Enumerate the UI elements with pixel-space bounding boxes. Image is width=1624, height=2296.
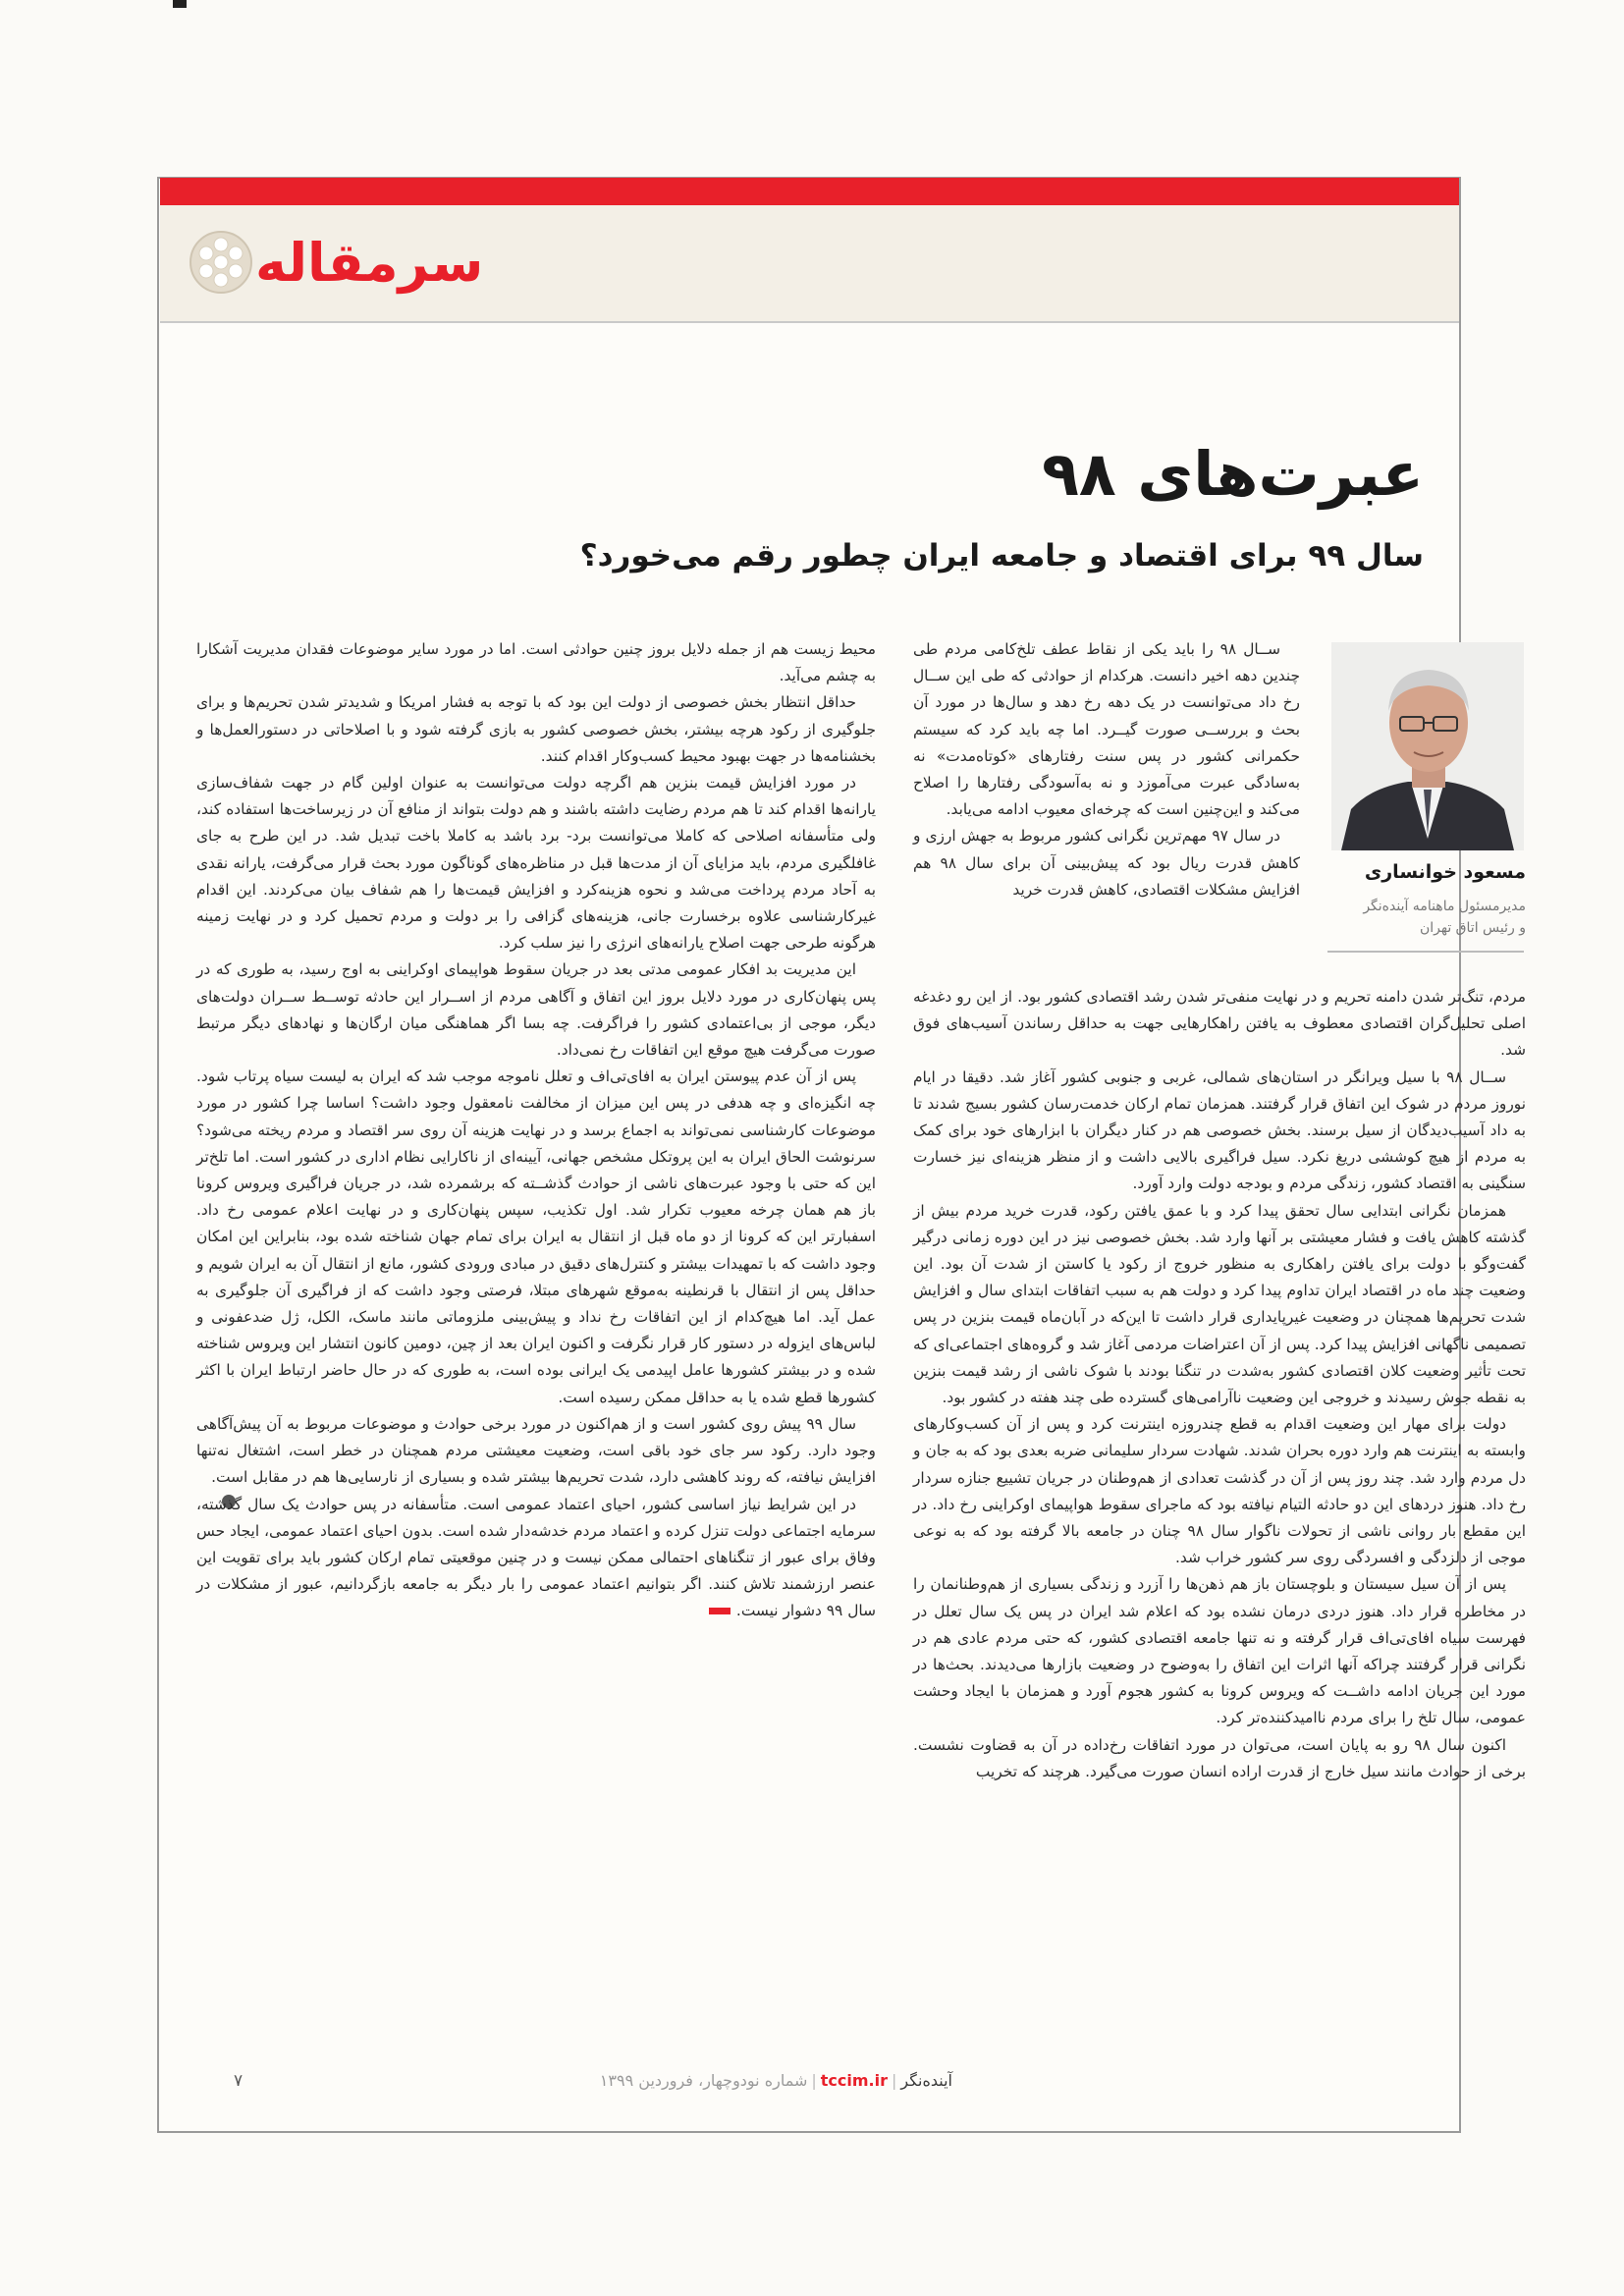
header-accent-bar <box>160 178 1459 205</box>
author-portrait-icon <box>1331 642 1524 850</box>
body-column-right-bottom <box>913 984 1526 1785</box>
article-headline: عبرت‌های ۹۸ <box>1042 438 1424 510</box>
paragraph: پس از آن سیل سیستان و بلوچستان باز هم ذهن‌ها را آزرد و زندگی بسیاری از هم‌وطنانمان را در مخاطره قرار داد. هنوز دردی درمان نشده بود که اعلام شد ایران در پس یک سال تعلل در فهرست سیاه افای‌تی‌اف قرار گرفته و نه تنها جامعه اقتصادی کشور، که حتی مردم عادی هم در نگرانی قرار گرفتند چراکه آنها اثرات این اتفاق را به‌وضوح در وضعیت بازارها می‌دیدند. بحث‌ها در مورد این جریان ادامه داشــت که ویروس کرونا به کشور هجوم آورد و همزمان با ایجاد وحشت عمومی، سال تلخ را برای مردم ناامیدکننده‌تر کرد. <box>913 1575 1526 1727</box>
author-divider <box>1327 951 1524 953</box>
chamber-seal-icon <box>189 230 253 295</box>
print-mark <box>173 0 187 8</box>
footer-separator: | <box>811 2071 817 2090</box>
paragraph: در مورد افزایش قیمت بنزین هم اگرچه دولت می‌توانست به عنوان اولین گام در جهت شفاف‌سازی یارانه‌ها اقدام کند تا هم مردم رضایت داشته باشند و هم دولت بتواند از منافع آن در زیرساخت‌ها استفاده کند، ولی متأسفانه اصلاحی که کاملا می‌توانست برد- برد باشد به کاملا باخت تبدیل شد. در این طرح به جای غافلگیری مردم، باید مزایای آن از مدت‌ها قبل در مناظره‌های گوناگون مورد بحث قرار می‌گرفت، یارانه نقدی به آحاد مردم پرداخت می‌شد و نحوه هزینه‌کرد و افزایش قیمت‌ها را هم شفاف بیان می‌کردند. این اقدام غیرکارشناسی علاوه برخسارت جانی، هزینه‌های گزافی را بر دولت و مردم تحمیل کرد و در نهایت زمینه هرگونه طرحی جهت اصلاح یارانه‌های انرژی را نیز سلب کرد. <box>196 774 876 953</box>
paragraph: محیط زیست هم از جمله دلایل بروز چنین حوادثی است. اما در مورد سایر موضوعات فقدان مدیریت آشکارا به چشم می‌آید. <box>196 640 876 685</box>
page-number: ۷ <box>234 2071 244 2091</box>
author-role-line: مدیرمسئول ماهنامه آینده‌نگر <box>1363 899 1526 914</box>
paragraph: در سال ۹۷ مهم‌ترین نگرانی کشور مربوط به جهش ارزی و کاهش قدرت ریال بود که پیش‌بینی آن برای سال ۹۸ هم افزایش مشکلات اقتصادی، کاهش قدرت خرید <box>913 827 1300 899</box>
author-role <box>1327 896 1526 951</box>
article-subheadline: سال ۹۹ برای اقتصاد و جامعه ایران چطور رقم می‌خورد؟ <box>579 538 1424 574</box>
paragraph: ســال ۹۸ با سیل ویرانگر در استان‌های شمالی، غربی و جنوبی کشور آغاز شد. دقیقا در ایام نوروز مردم در شوک این اتفاق قرار گرفتند. همزمان تمام ارکان خدمت‌رسان کشور بسیج شدند تا به داد آسیب‌دیدگان از سیل برسند. بخش خصوصی هم در کنار دیگران با ابزارهای خود برای کمک به مردم از هیچ کوششی دریغ نکرد. سیل فراگیری بالایی داشت و از منظر هزینه‌ای نیز خسارت سنگینی به اقتصاد کشور، زندگی مردم و بودجه دولت وارد آورد. <box>913 1067 1526 1193</box>
paragraph: مردم، تنگ‌تر شدن دامنه تحریم و در نهایت منفی‌تر شدن رشد اقتصادی کشور بود. از این رو دغدغه اصلی تحلیل‌گران اقتصادی معطوف به یافتن راهکارهایی جهت به حداقل رساندن آسیب‌های فوق شد. <box>913 988 1526 1060</box>
footer-issue: شماره نودوچهار، فروردین ۱۳۹۹ <box>599 2071 808 2090</box>
paragraph: سال ۹۹ پیش روی کشور است و از هم‌اکنون در مورد برخی حوادث و موضوعات مربوط به آن پیش‌آگاهی وجود دارد. رکود سر جای خود باقی است، وضعیت معیشتی مردم همچنان در خطر است، اشتغال نه‌تنها افزایش نیافته، که روند کاهشی دارد، شدت تحریم‌ها بیشتر شده و بسیاری از نارسایی‌ها هم در مقابل است. <box>196 1414 876 1487</box>
header-divider <box>160 321 1459 323</box>
paragraph: اکنون سال ۹۸ رو به پایان است، می‌توان در مورد اتفاقات رخ‌داده در آن به قضاوت نشست. برخی از حوادث مانند سیل خارج از قدرت اراده انسان صورت می‌گیرد. هرچند که تخریب <box>913 1735 1526 1780</box>
author-name: مسعود خوانساری <box>1364 861 1526 883</box>
paragraph: ســال ۹۸ را باید یکی از نقاط عطف تلخ‌کامی مردم طی چندین دهه اخیر دانست. هرکدام از حوادثی که طی این ســال رخ داد می‌توانست در یک دهه رخ دهد و سال‌ها در مورد آن بحث و بررســی صورت گیــرد. اما چه باید کرد که سیستم حکمرانی کشور در پس سنت رفتارهای «کوتاه‌مدت» نه به‌سادگی عبرت می‌آموزد و نه به‌آسودگی رفتارها را اصلاح می‌کند و این‌چنین است که چرخه‌ای معیوب ادامه می‌یابد. <box>913 640 1300 819</box>
footer-separator: | <box>891 2071 897 2090</box>
author-photo <box>1331 642 1524 850</box>
paragraph: حداقل انتظار بخش خصوصی از دولت این بود که با توجه به فشار امریکا و شدیدتر شدن تحریم‌ها و برای جلوگیری از رکود هرچه بیشتر، بخش خصوصی کشور به بازی گرفته شود و با اصلاحاتی در دستورالعمل‌ها و بخشنامه‌ها در جهت بهبود محیط کسب‌وکار اقدام کنند. <box>196 693 876 765</box>
paragraph: همزمان نگرانی ابتدایی سال تحقق پیدا کرد و با عمق یافتن رکود، قدرت خرید مردم بیش از گذشته کاهش یافت و فشار معیشتی بر آنها وارد شد. بخش خصوصی نیز در این دوره زمانی درگیر گفت‌وگو با دولت برای یافتن راهکاری به منظور خروج از رکود یا کاستن از شدت آن بود. این وضعیت چند ماه در اقتصاد ایران تداوم پیدا کرد و دولت هم به سبب اتفاقات ابتدای سال و افزایش شدت تحریم‌ها همچنان در وضعیت غیرپایداری قرار داشت تا این‌که در آبان‌ماه قیمت بنزین در پس تصمیمی ناگهانی افزایش پیدا کرد. پس از آن اعتراضات مردمی آغاز شد و گروه‌های اجتماعی‌ای که تحت تأثیر وضعیت کلان اقتصادی کشور به‌شدت در تنگنا بودند با شوک ناشی از رشد قیمت بنزین به نقطه جوش رسیدند و خروجی این وضعیت ناآرامی‌های گسترده طی چند هفته در کشور بود. <box>913 1201 1526 1407</box>
author-role-line: و رئیس اتاق تهران <box>1419 920 1526 936</box>
paragraph: این مدیریت بد افکار عمومی مدتی بعد در جریان سقوط هواپیمای اوکراینی به اوج رسید، به طوری که در پس پنهان‌کاری در مورد دلایل بروز این اتفاق و آگاهی مردم از اســرار این حادثه توســط ســران دولت‌های دیگر، موجی از بی‌اعتمادی کشور را فراگرفت. چه بسا اگر هماهنگی میان ارگان‌ها و نهادهای دیگر مرتبط صورت می‌گرفت هیچ موقع این اتفاقات رخ نمی‌داد. <box>196 960 876 1060</box>
section-title: سرمقاله <box>255 232 484 294</box>
end-of-article-mark <box>709 1608 731 1614</box>
paragraph-last <box>196 1492 876 1625</box>
paragraph: پس از آن عدم پیوستن ایران به افای‌تی‌اف و تعلل ناموجه موجب شد که ایران به لیست سیاه پرتاب شود. چه انگیزه‌ای و چه هدفی در پس این میزان از مخالفت نامعقول وجود داشت؟ اساسا چرا کشور در مورد موضوعات کارشناسی نمی‌تواند به اجماع برسد و در نهایت هزینه آن روی سر اقتصاد و مردم ریخته می‌شود؟ سرنوشت الحاق ایران به این پروتکل مشخص جهانی، آیینه‌ای از ناکارایی نظام اداری در کشور است. اما تلخ‌تر این که حتی با وجود عبرت‌های ناشی از حوادث گذشــته که برشمرده شد، در جریان فراگیری ویروس کرونا باز هم همان چرخه معیوب تکرار شد. اول تکذیب، سپس پنهان‌کاری و در نهایت اعلام عمومی رخ داد. اسفبارتر این که کرونا از دو ماه قبل از انتقال به ایران برای تمام جهان شناخته شده بود، بنابراین این امکان وجود داشت که با تمهیدات بیشتر و کنترل‌های دقیق در مبادی ورودی کشور، مانع از انتقال آن به ایران شویم و حداقل پس از انتقال با قرنطینه به‌موقع شهرهای مبتلا، فرصتی وجود داشت که از فراگیری آن جلوگیری به عمل آید. اما هیچ‌کدام از این اتفاقات رخ نداد و پیش‌بینی ملزوماتی مانند ماسک، الکل، ژل ضدعفونی و لباس‌های ایزوله در دستور کار قرار نگرفت و اکنون ایران بعد از چین، دومین کانون انتشار این ویروس شناخته شده و در بیشتر کشورها عامل اپیدمی یک ایرانی بوده است، به طوری که در حال حاضر ارتباط ایران با اکثر کشورها قطع شده یا به حداقل ممکن رسیده است. <box>196 1067 876 1406</box>
paragraph: در این شرایط نیاز اساسی کشور، احیای اعتماد عمومی است. متأسفانه در پس حوادث یک سال گذشته، سرمایه اجتماعی دولت تنزل کرده و اعتماد مردم خدشه‌دار شده است. بدون احیای اعتماد عمومی، ایجاد حس وفاق برای عبور از تنگناهای احتمالی ممکن نیست و در چنین موقعیتی تمام ارکان کشور باید برای تقویت این عنصر ارزشمند تلاش کنند. اگر بتوانیم اعتماد عمومی را بار دیگر به جامعه بازگردانیم، عبور از مشکلات در سال ۹۹ دشوار نیست. <box>196 1495 876 1620</box>
page-footer <box>226 2066 952 2096</box>
paragraph: دولت برای مهار این وضعیت اقدام به قطع چندروزه اینترنت کرد و پس از آن کسب‌وکارهای وابسته به اینترنت هم وارد دوره بحران شدند. شهادت سردار سلیمانی ضربه بعدی بود که به جان و دل مردم وارد شد. چند روز پس از آن در گذشت تعدادی از هم‌وطنان در جریان تشییع جنازه سردار رخ داد. هنوز دردهای این دو حادثه التیام نیافته بود که ماجرای سقوط هواپیمای اوکراینی رخ داد. در این مقطع بار روانی ناشی از تحولات ناگوار سال ۹۸ چنان در جامعه بالا گرفته بود که به نوعی موجی از دلزدگی و افسردگی روی سر کشور خراب شد. <box>913 1415 1526 1567</box>
footer-site-link[interactable]: tccim.ir <box>820 2071 888 2090</box>
body-column-left <box>196 636 876 1625</box>
footer-magazine: آینده‌نگر <box>900 2071 952 2090</box>
body-column-right-top <box>913 636 1300 903</box>
